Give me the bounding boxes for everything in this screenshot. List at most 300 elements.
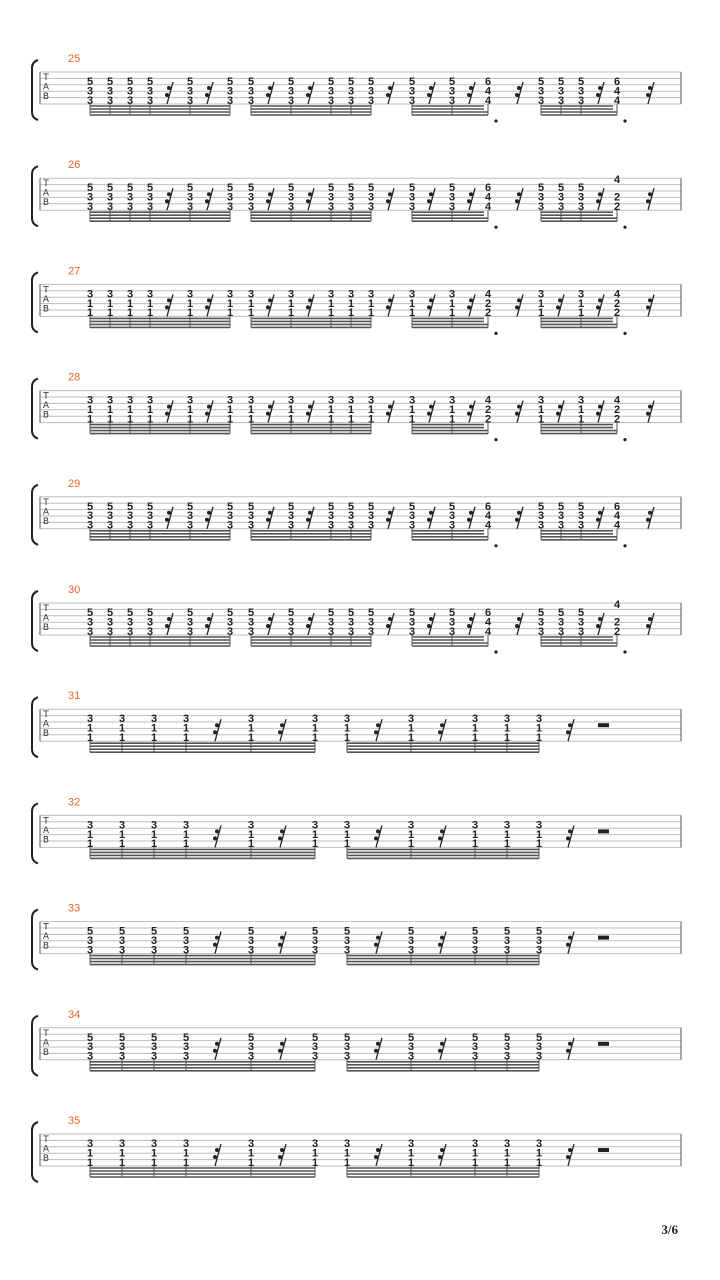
rest-flag [469,511,473,515]
fret-number: 5 [535,1031,543,1044]
fret-number: 2 [613,297,621,310]
fret-number: 3 [557,510,565,523]
tab-clef-t: T [43,922,49,933]
fret-number: 5 [146,500,154,513]
fret-number: 3 [367,201,375,213]
fret-number: 5 [577,607,585,619]
fret-number: 4 [613,174,621,187]
fret-number: 3 [503,1138,511,1150]
fret-number: 3 [146,288,154,301]
fret-number: 1 [471,828,479,841]
fret-number: 3 [577,616,585,629]
fret-number: 5 [327,76,335,88]
fret-number: 1 [118,1156,126,1169]
fret-number: 1 [106,404,114,416]
fret-number: 3 [347,288,355,301]
measure-number: 25 [68,53,81,65]
fret-number: 1 [448,413,456,426]
rest-flag [376,936,380,940]
fret-number: 2 [613,307,621,320]
rest-flag [374,836,378,840]
fret-number: 3 [186,288,194,301]
fret-number: 5 [408,607,416,619]
fret-number: 3 [367,191,375,204]
fret-number: 3 [146,616,154,629]
fret-number: 1 [343,838,351,851]
rest-flag [266,305,270,309]
fret-number: 3 [448,519,456,532]
fret-number: 3 [408,510,416,523]
fret-number: 6 [484,607,492,619]
rest-flag [469,405,473,409]
fret-number: 3 [557,625,565,638]
half-rest [598,723,609,727]
fret-number: 6 [613,76,621,88]
fret-number: 5 [311,925,319,938]
fret-number: 1 [408,307,416,320]
rest-flag [427,412,431,416]
fret-number: 5 [146,182,154,195]
fret-number: 3 [343,713,351,726]
fret-number: 1 [287,307,295,320]
fret-number: 1 [535,732,543,744]
rest-flag [427,624,431,628]
fret-number: 3 [287,519,295,532]
fret-number: 1 [407,732,415,744]
fret-number: 5 [537,607,545,619]
fret-number: 1 [471,1147,479,1160]
fret-number: 5 [226,500,234,513]
fret-number: 1 [247,732,255,744]
system-26 [32,159,681,229]
fret-number: 3 [182,1138,190,1150]
fret-number: 4 [484,394,492,407]
fret-number: 3 [247,85,255,98]
rest-flag [556,305,560,309]
fret-number: 3 [327,94,335,107]
fret-number: 1 [347,413,355,426]
fret-number: 5 [327,607,335,619]
rest-flag [386,93,390,97]
fret-number: 3 [537,616,545,629]
fret-number: 5 [347,500,355,513]
fret-number: 1 [86,828,94,841]
fret-number: 5 [448,500,456,513]
rest-flag [215,936,219,940]
system-bracket [32,803,38,863]
fret-number: 1 [343,732,351,744]
fret-number: 3 [86,1041,94,1054]
fret-number: 5 [146,607,154,619]
tab-clef-b: B [42,410,50,421]
rest-flag [165,624,169,628]
fret-number: 5 [448,76,456,88]
rest-flag [648,511,652,515]
fret-number: 3 [186,191,194,204]
fret-number: 3 [448,510,456,523]
rest-flag [376,1042,380,1046]
rest-flag [467,412,471,416]
fret-number: 4 [484,616,492,629]
fret-number: 3 [118,944,126,957]
fret-number: 1 [311,722,319,735]
fret-number: 3 [247,191,255,204]
fret-number: 3 [287,625,295,638]
fret-number: 1 [287,413,295,426]
fret-number: 1 [182,1156,190,1169]
rest-flag [646,518,650,522]
fret-number: 3 [577,510,585,523]
fret-number: 3 [247,1050,255,1063]
fret-number: 5 [86,1031,94,1044]
fret-number: 5 [577,182,585,195]
rest-flag [165,305,169,309]
rest-flag [440,723,444,727]
rest-flag [598,192,602,196]
fret-number: 5 [247,500,255,513]
fret-number: 5 [408,76,416,88]
fret-number: 1 [471,722,479,735]
dotted-note-dot [623,650,626,653]
fret-number: 1 [182,722,190,735]
rest-flag [280,829,284,833]
dotted-note-dot [494,119,497,122]
rest-flag [438,943,442,947]
half-rest [598,829,609,833]
fret-number: 5 [471,925,479,938]
sixteenth-rest [568,1038,574,1060]
rest-flag [386,305,390,309]
fret-number: 3 [448,616,456,629]
fret-number: 1 [471,838,479,851]
fret-number: 2 [613,201,621,213]
tab-clef-b: B [42,623,50,633]
fret-number: 1 [407,1156,415,1169]
measure-number: 34 [68,1008,81,1021]
fret-number: 5 [86,607,94,619]
fret-number: 3 [126,288,134,301]
rest-flag [598,86,602,90]
fret-number: 3 [186,201,194,213]
fret-number: 3 [535,1138,543,1150]
rest-flag [215,1042,219,1046]
fret-number: 1 [86,838,94,851]
rest-flag [429,86,433,90]
fret-number: 1 [118,828,126,841]
fret-number: 3 [86,1050,94,1063]
fret-number: 3 [86,519,94,532]
fret-number: 5 [367,76,375,88]
fret-number: 3 [247,625,255,638]
fret-number: 3 [86,85,94,98]
sixteenth-rest [215,1038,221,1060]
fret-number: 1 [448,297,456,310]
rest-flag [515,305,519,309]
fret-number: 3 [471,1050,479,1063]
fret-number: 3 [226,94,234,107]
rest-flag [648,405,652,409]
fret-number: 5 [347,607,355,619]
rest-flag [429,617,433,621]
fret-number: 3 [327,510,335,523]
fret-number: 4 [613,599,621,611]
fret-number: 3 [537,394,545,407]
fret-number: 3 [247,935,255,947]
fret-number: 5 [106,500,114,513]
fret-number: 3 [126,625,134,638]
fret-number: 3 [535,1041,543,1054]
dotted-note-dot [623,119,626,122]
rest-flag [207,511,211,515]
fret-number: 5 [146,76,154,88]
fret-number: 5 [118,925,126,938]
tab-clef-b: B [42,198,50,209]
dotted-note-dot [494,226,497,229]
fret-number: 1 [118,1147,126,1160]
fret-number: 3 [448,85,456,98]
system-29 [32,478,681,548]
fret-number: 1 [503,838,511,851]
fret-number: 3 [86,625,94,638]
fret-number: 6 [484,182,492,195]
fret-number: 3 [367,519,375,532]
fret-number: 2 [613,191,621,204]
rest-flag [469,192,473,196]
fret-number: 3 [146,510,154,523]
rest-flag [556,412,560,416]
rest-flag [207,405,211,409]
fret-number: 1 [367,297,375,310]
fret-number: 1 [311,1147,319,1160]
rest-flag [266,412,270,416]
fret-number: 3 [146,519,154,532]
fret-number: 3 [86,819,94,832]
rest-flag [517,617,521,621]
rest-flag [215,829,219,833]
fret-number: 5 [408,182,416,195]
fret-number: 3 [448,394,456,407]
fret-number: 3 [226,191,234,204]
tab-clef-a: A [42,294,50,305]
fret-number: 3 [226,519,234,532]
rest-flag [278,730,282,734]
fret-number: 3 [106,201,114,213]
page-number: 3/6 [661,1222,678,1237]
rest-flag [568,936,572,940]
fret-number: 3 [247,519,255,532]
fret-number: 5 [503,1031,511,1044]
fret-number: 3 [186,519,194,532]
rest-flag [266,518,270,522]
fret-number: 3 [186,510,194,523]
fret-number: 1 [347,404,355,416]
fret-number: 3 [126,510,134,523]
fret-number: 3 [471,944,479,957]
fret-number: 3 [247,288,255,301]
fret-number: 3 [327,191,335,204]
fret-number: 5 [557,76,565,88]
fret-number: 3 [287,394,295,407]
fret-number: 3 [150,713,158,726]
fret-number: 1 [186,404,194,416]
fret-number: 5 [287,182,295,195]
rest-flag [566,836,570,840]
fret-number: 1 [407,838,415,851]
dotted-note-dot [494,438,497,441]
fret-number: 1 [503,1156,511,1169]
fret-number: 3 [407,1041,415,1054]
fret-number: 1 [146,404,154,416]
rest-flag [308,192,312,196]
system-34 [32,1009,681,1076]
fret-number: 3 [471,713,479,726]
rest-flag [517,86,521,90]
fret-number: 1 [448,404,456,416]
fret-number: 1 [86,722,94,735]
system-31 [32,690,681,757]
rest-flag [517,405,521,409]
rest-flag [515,93,519,97]
fret-number: 3 [226,288,234,301]
fret-number: 5 [448,182,456,195]
rest-flag [165,412,169,416]
fret-number: 1 [247,1156,255,1169]
rest-flag [515,199,519,203]
rest-flag [205,305,209,309]
fret-number: 3 [146,201,154,213]
fret-number: 3 [86,94,94,107]
rest-flag [648,617,652,621]
rest-flag [566,1155,570,1159]
rest-flag [648,192,652,196]
fret-number: 5 [247,182,255,195]
rest-flag [165,93,169,97]
fret-number: 3 [577,94,585,107]
fret-number: 3 [407,713,415,726]
fret-number: 3 [86,510,94,523]
rest-flag [167,298,171,302]
rest-flag [165,199,169,203]
fret-number: 4 [613,394,621,407]
fret-number: 3 [226,510,234,523]
dotted-note-dot [623,332,626,335]
fret-number: 1 [226,413,234,426]
tab-clef-t: T [43,1135,49,1145]
fret-number: 3 [226,201,234,213]
fret-number: 5 [448,607,456,619]
fret-number: 5 [557,500,565,513]
fret-number: 3 [408,94,416,107]
fret-number: 1 [126,413,134,426]
fret-number: 3 [408,191,416,204]
fret-number: 3 [367,625,375,638]
rest-flag [427,518,431,522]
fret-number: 1 [182,1147,190,1160]
fret-number: 5 [347,76,355,88]
fret-number: 3 [106,94,114,107]
tab-clef-a: A [42,1144,50,1155]
fret-number: 3 [557,85,565,98]
rest-flag [568,1042,572,1046]
fret-number: 5 [535,925,543,938]
fret-number: 5 [557,182,565,195]
fret-number: 1 [182,732,190,744]
fret-number: 3 [503,935,511,947]
rest-flag [427,199,431,203]
fret-number: 1 [408,297,416,310]
rest-flag [467,93,471,97]
fret-number: 3 [537,191,545,204]
fret-number: 4 [484,85,492,98]
half-rest [598,936,609,940]
fret-number: 3 [287,288,295,301]
tab-clef-t: T [43,179,49,190]
fret-number: 1 [186,297,194,310]
rest-flag [167,86,171,90]
rest-flag [388,617,392,621]
fret-number: 4 [613,510,621,523]
fret-number: 5 [311,1031,319,1044]
rest-flag [306,624,310,628]
fret-number: 5 [327,500,335,513]
fret-number: 3 [182,1050,190,1063]
fret-number: 3 [247,510,255,523]
fret-number: 3 [577,201,585,213]
rest-flag [213,1155,217,1159]
fret-number: 3 [287,85,295,98]
system-bracket [32,272,38,332]
rest-flag [596,412,600,416]
fret-number: 5 [247,925,255,938]
fret-number: 3 [367,94,375,107]
fret-number: 3 [537,288,545,301]
system-bracket [32,379,38,439]
fret-number: 4 [484,510,492,523]
fret-number: 3 [287,94,295,107]
fret-number: 1 [311,732,319,744]
system-32 [32,796,681,863]
fret-number: 1 [86,1147,94,1160]
fret-number: 3 [503,819,511,832]
fret-number: 3 [311,1041,319,1054]
fret-number: 1 [347,297,355,310]
dotted-note-dot [623,438,626,441]
fret-number: 3 [86,616,94,629]
fret-number: 2 [613,625,621,638]
tab-clef-b: B [42,516,50,527]
dotted-note-dot [623,544,626,547]
fret-number: 1 [247,307,255,320]
fret-number: 3 [503,944,511,957]
fret-number: 5 [327,182,335,195]
fret-number: 1 [577,307,585,320]
fret-number: 3 [343,1041,351,1054]
fret-number: 3 [186,616,194,629]
fret-number: 1 [146,307,154,320]
fret-number: 5 [407,925,415,938]
rest-flag [215,723,219,727]
rest-flag [268,405,272,409]
fret-number: 3 [287,201,295,213]
tab-clef-t: T [43,816,49,827]
fret-number: 5 [226,607,234,619]
rest-flag [374,1049,378,1053]
rest-flag [646,412,650,416]
fret-number: 5 [347,182,355,195]
rest-flag [205,412,209,416]
fret-number: 3 [557,191,565,204]
dotted-note-dot [623,226,626,229]
